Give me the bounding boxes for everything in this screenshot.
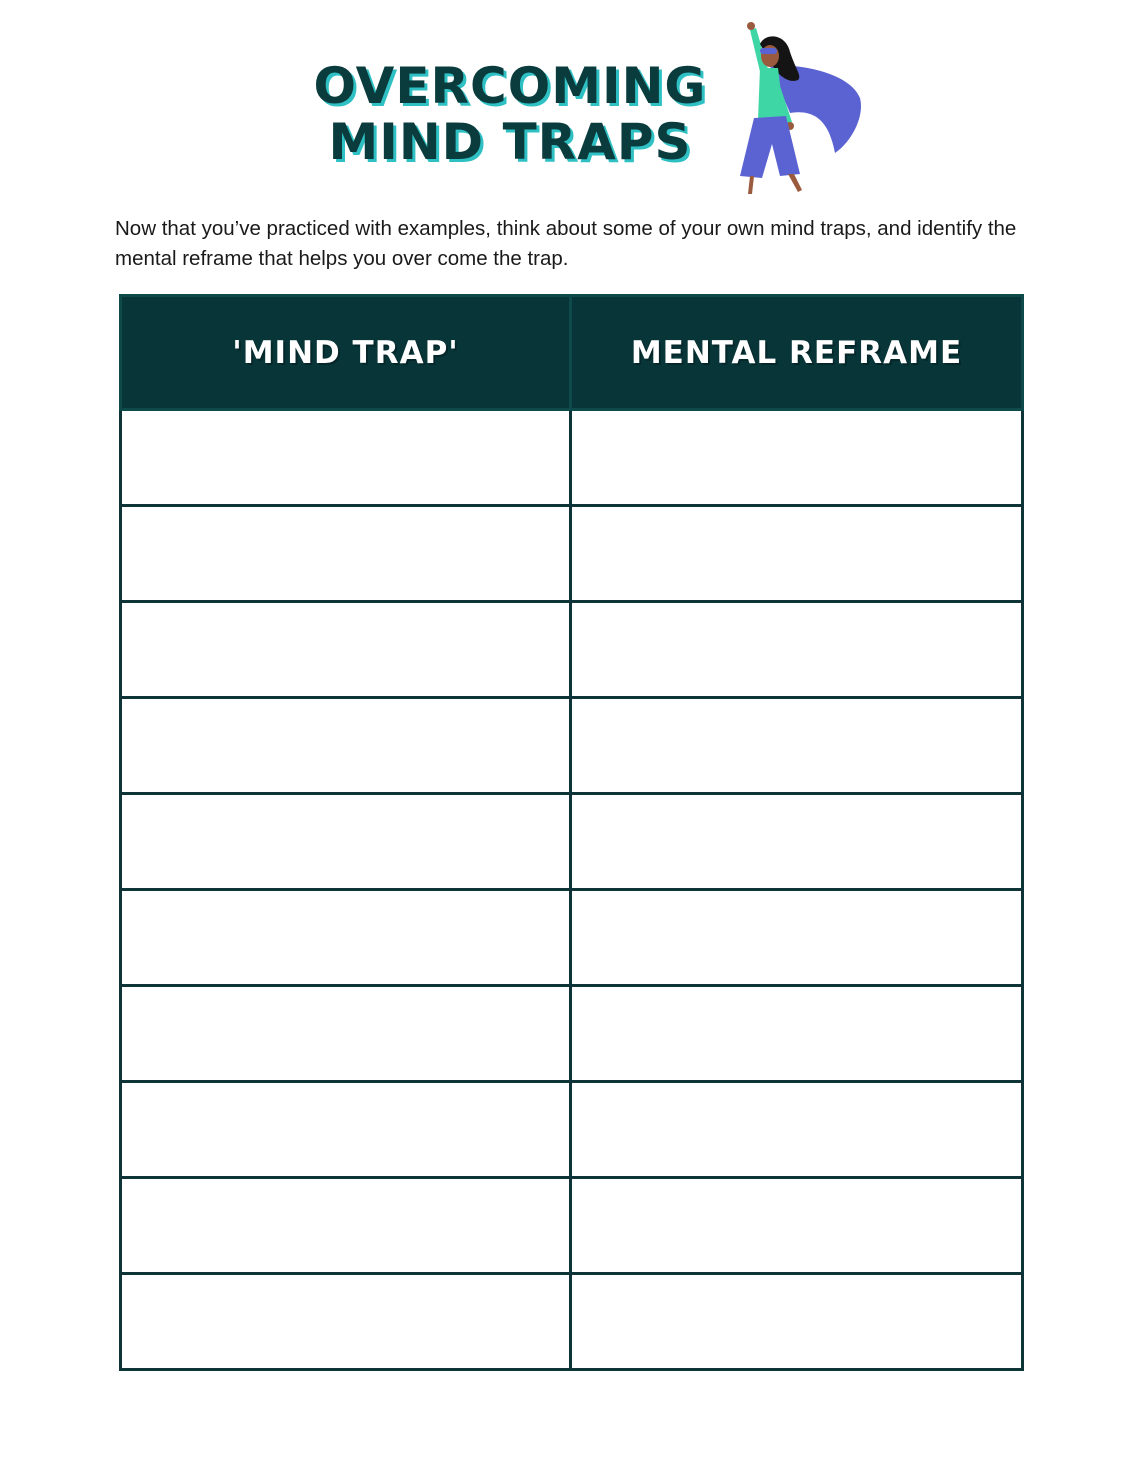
instructions-text: Now that you’ve practiced with examples, think about some of your own mind traps, and identify the mental reframe that helps you over come the trap. [115,217,1017,270]
title-line-1: OVERCOMING [313,57,707,115]
mental-reframe-cell[interactable] [571,602,1023,698]
mind-trap-cell[interactable] [121,1178,571,1274]
mind-trap-cell[interactable] [121,794,571,890]
table-header-row [121,296,1023,410]
mental-reframe-cell[interactable] [571,698,1023,794]
table-row [121,1082,1023,1178]
page-title [300,58,720,170]
mind-trap-cell[interactable] [121,1274,571,1370]
mental-reframe-cell[interactable] [571,794,1023,890]
table-row [121,410,1023,506]
mind-trap-cell[interactable] [121,602,571,698]
mental-reframe-cell[interactable] [571,1274,1023,1370]
table-row [121,890,1023,986]
title-line-2: MIND TRAPS [328,113,692,171]
mind-trap-cell[interactable] [121,1082,571,1178]
mind-trap-cell[interactable] [121,890,571,986]
table-row [121,506,1023,602]
column-header-mental-reframe: MENTAL REFRAME [571,296,1023,410]
mind-trap-table [119,294,1024,1371]
mental-reframe-cell[interactable] [571,1082,1023,1178]
table-row [121,1178,1023,1274]
table-row [121,698,1023,794]
mental-reframe-cell[interactable] [571,986,1023,1082]
mental-reframe-cell[interactable] [571,506,1023,602]
mind-trap-cell[interactable] [121,410,571,506]
mental-reframe-cell[interactable] [571,1178,1023,1274]
table-row [121,794,1023,890]
mind-trap-cell[interactable] [121,698,571,794]
table-row [121,602,1023,698]
superhero-woman-icon [730,18,870,198]
mind-trap-cell[interactable] [121,986,571,1082]
mental-reframe-cell[interactable] [571,410,1023,506]
table-row [121,986,1023,1082]
mind-trap-cell[interactable] [121,506,571,602]
mental-reframe-cell[interactable] [571,890,1023,986]
column-header-mind-trap: 'MIND TRAP' [121,296,571,410]
table-row [121,1274,1023,1370]
